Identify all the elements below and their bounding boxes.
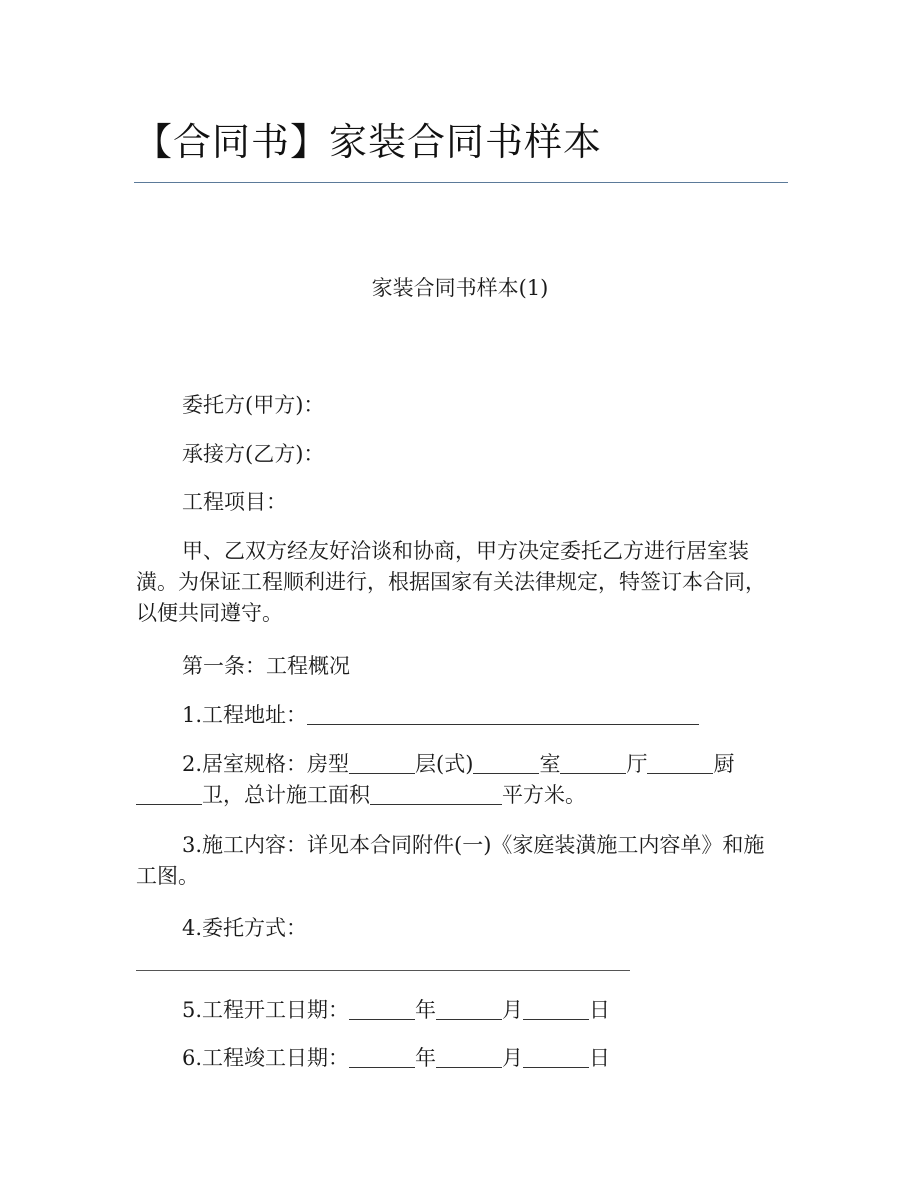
- item-2-label: 2.居室规格：房型: [182, 752, 350, 776]
- start-year-label: 年: [415, 998, 437, 1022]
- room-label: 室: [539, 752, 561, 776]
- start-year-blank: [349, 997, 415, 1020]
- hall-label: 厅: [626, 752, 648, 776]
- document-title: 【合同书】家装合同书样本: [134, 120, 603, 164]
- address-blank: [307, 702, 699, 725]
- room-type-blank: [349, 751, 415, 774]
- title-divider: [134, 182, 788, 183]
- start-day-blank: [523, 997, 589, 1020]
- end-month-label: 月: [502, 1046, 524, 1070]
- party-b-label: 承接方(乙方)：: [182, 442, 325, 466]
- document-header: [134, 112, 788, 172]
- bath-blank: [136, 782, 202, 805]
- item-5-label: 5.工程开工日期：: [182, 998, 350, 1022]
- kitchen-label: 厨: [713, 752, 735, 776]
- start-month-label: 月: [502, 998, 524, 1022]
- end-day-label: 日: [589, 1046, 611, 1070]
- party-a-label: 委托方(甲方)：: [182, 393, 325, 417]
- end-day-blank: [523, 1045, 589, 1068]
- item-4-method: [136, 913, 776, 944]
- item-6-label: 6.工程竣工日期：: [182, 1046, 350, 1070]
- project-line: [136, 487, 776, 518]
- article-1-heading: 第一条：工程概况: [182, 654, 350, 678]
- project-label: 工程项目：: [182, 490, 287, 514]
- floor-blank: [473, 751, 539, 774]
- contract-subtitle: 家装合同书样本(1): [371, 276, 549, 300]
- end-year-label: 年: [415, 1046, 437, 1070]
- item-4-label: 4.委托方式：: [182, 916, 308, 940]
- hall-blank: [647, 751, 713, 774]
- party-b-line: [136, 439, 776, 470]
- end-month-blank: [436, 1045, 502, 1068]
- floor-label: 层(式): [415, 752, 474, 776]
- bath-label: 卫，总计施工面积: [202, 783, 370, 807]
- preamble-paragraph: 甲、乙双方经友好洽谈和协商，甲方决定委托乙方进行居室装潢。为保证工程顺利进行，根据国家有关法律规定，特签订本合同，以便共同遵守。: [136, 539, 766, 625]
- start-day-label: 日: [589, 998, 611, 1022]
- area-unit: 平方米。: [502, 783, 586, 807]
- end-year-blank: [349, 1045, 415, 1068]
- method-blank: [136, 970, 630, 971]
- item-6-end-date: [136, 1043, 776, 1074]
- area-blank: [370, 782, 502, 805]
- item-5-start-date: [136, 995, 776, 1026]
- item-1-label: 1.工程地址：: [182, 703, 308, 727]
- item-1-address: [136, 700, 776, 731]
- start-month-blank: [436, 997, 502, 1020]
- party-a-line: [136, 390, 776, 421]
- item-2-room-spec: [136, 749, 776, 811]
- room-blank: [560, 751, 626, 774]
- item-3-content: 3.施工内容：详见本合同附件(一)《家庭装潢施工内容单》和施工图。: [136, 833, 765, 888]
